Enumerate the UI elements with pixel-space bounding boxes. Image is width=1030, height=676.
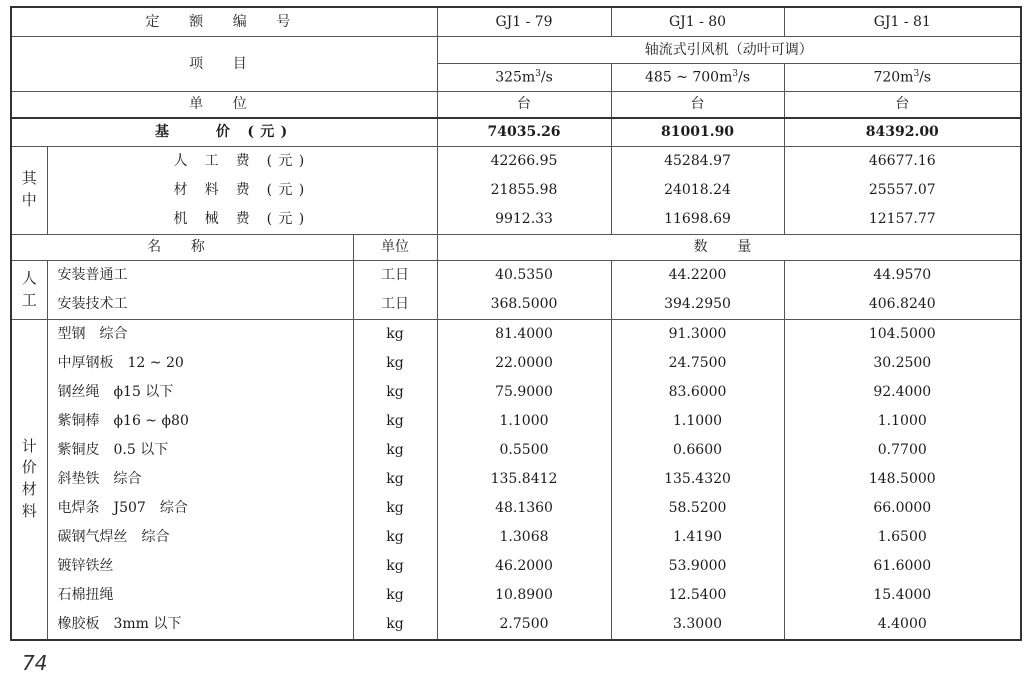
item-spec: 485 ~ $700m^3/s$ (611, 63, 784, 91)
labor-names: 安装普通工 安装技术工 (47, 260, 353, 319)
materials-group-label: 计 价 材 料 (11, 319, 47, 640)
base-price: 84392.00 (784, 118, 1021, 146)
item-spec: $325m^3/s$ (437, 63, 611, 91)
base-price: 74035.26 (437, 118, 611, 146)
quota-code: GJ1 - 81 (784, 7, 1021, 36)
quota-code-row (11, 7, 1021, 36)
labor-values: 44.9570 406.8240 (784, 260, 1021, 319)
item-spec: $720m^3/s$ (784, 63, 1021, 91)
item-label: 项 目 (11, 36, 437, 91)
material-cost-label: 材 料 费 (元) (173, 181, 311, 198)
quota-code: GJ1 - 80 (611, 7, 784, 36)
page-number: 74 (22, 651, 48, 675)
unit-row (11, 91, 1021, 118)
breakdown-group-label: 其 中 (11, 146, 47, 234)
quota-code-label: 定 额 编 号 (11, 7, 437, 36)
unit-value: 台 (437, 91, 611, 118)
item-title: 轴流式引风机（动叶可调） (437, 36, 1021, 63)
labor-values: 40.5350 368.5000 (437, 260, 611, 319)
material-values-gj1-81: 104.5000 30.2500 92.4000 1.1000 0.7700 148.5000 66.0000 1.6500 61.6000 15.4000 4.4000 (784, 319, 1021, 640)
material-values-gj1-80: 91.3000 24.7500 83.6000 1.1000 0.6600 135.4320 58.5200 1.4190 53.9000 12.5400 3.3000 (611, 319, 784, 640)
machine-cost-label: 机 械 费 (元) (173, 210, 311, 227)
quota-code: GJ1 - 79 (437, 7, 611, 36)
material-names: 型钢 综合 中厚钢板 12 ~ 20 钢丝绳 ϕ15 以下 紫铜棒 ϕ16 ~ ϕ80 紫铜皮 0.5 以下 斜垫铁 综合 电焊条 J507 综合 碳钢气焊丝 综合 镀锌铁丝 石棉扭绳 橡胶板 3mm 以下 (47, 319, 353, 640)
column-header-name: 名 称 (11, 234, 353, 260)
unit-label: 单 位 (11, 91, 437, 118)
material-units: kg kg kg kg kg kg kg kg kg kg kg (353, 319, 437, 640)
quota-table (10, 6, 1022, 641)
labor-group-label: 人 工 (11, 260, 47, 319)
breakdown-values: 45284.97 24018.24 11698.69 (611, 146, 784, 234)
breakdown-values: 42266.95 21855.98 9912.33 (437, 146, 611, 234)
item-title-row (11, 36, 1021, 63)
breakdown-block (11, 146, 1021, 234)
labor-values: 44.2200 394.2950 (611, 260, 784, 319)
base-price: 81001.90 (611, 118, 784, 146)
labor-cost-label: 人 工 费 (元) (173, 152, 311, 169)
labor-units: 工日 工日 (353, 260, 437, 319)
column-header-row (11, 234, 1021, 260)
column-header-unit: 单位 (353, 234, 437, 260)
material-values-gj1-79: 81.4000 22.0000 75.9000 1.1000 0.5500 135.8412 48.1360 1.3068 46.2000 10.8900 2.7500 (437, 319, 611, 640)
breakdown-values: 46677.16 25557.07 12157.77 (784, 146, 1021, 234)
materials-block (11, 319, 1021, 640)
unit-value: 台 (784, 91, 1021, 118)
column-header-quantity: 数 量 (437, 234, 1021, 260)
base-price-row (11, 118, 1021, 146)
breakdown-labels (47, 146, 437, 234)
unit-value: 台 (611, 91, 784, 118)
base-price-label: 基 价 (元) (11, 118, 437, 146)
labor-block (11, 260, 1021, 319)
